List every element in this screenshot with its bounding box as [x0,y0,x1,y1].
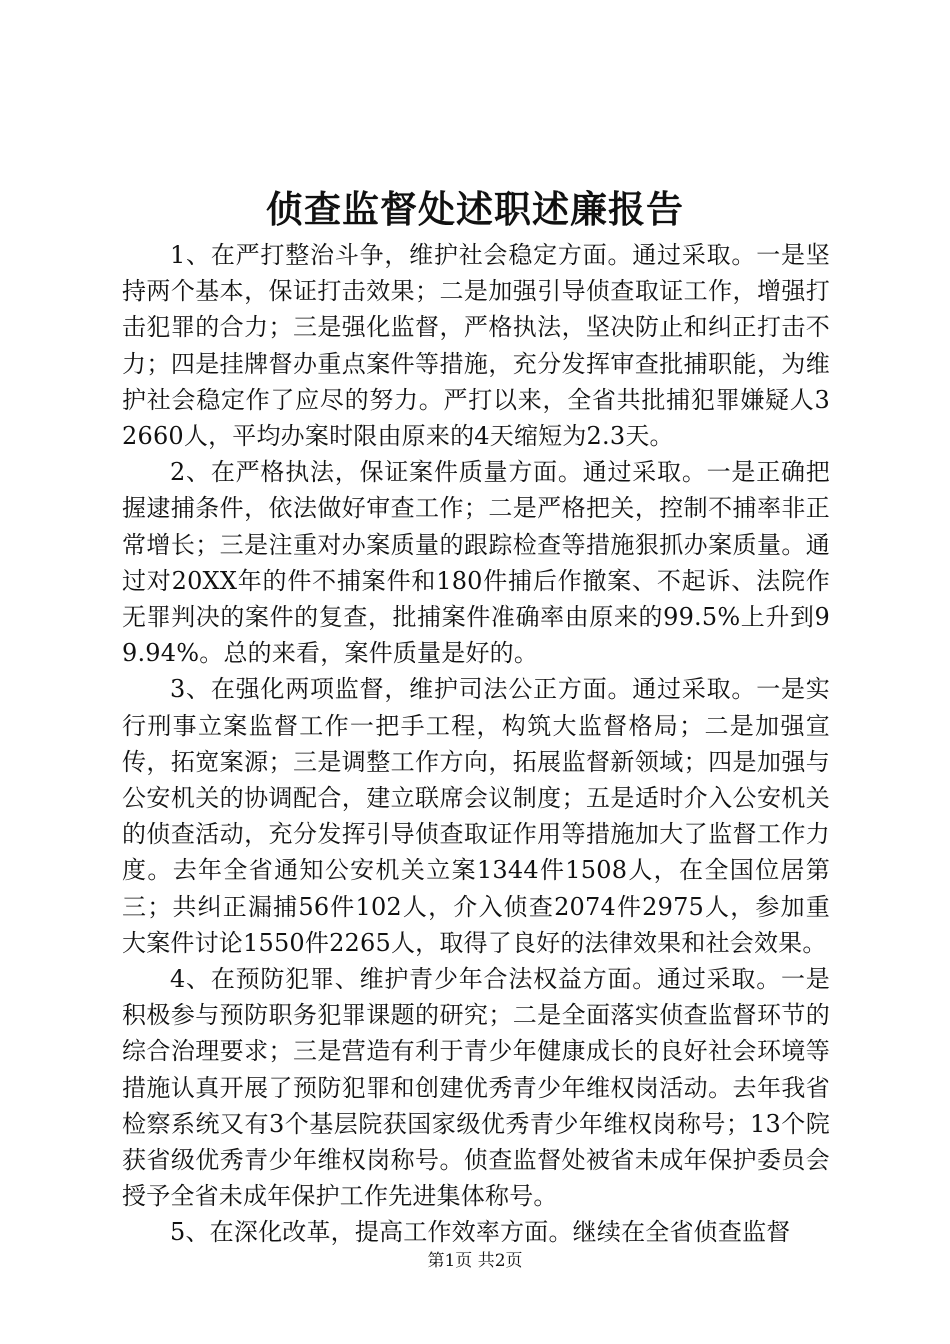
paragraph-3: 3、在强化两项监督，维护司法公正方面。通过采取。一是实行刑事立案监督工作一把手工程，构筑大监督格局；二是加强宣传，拓宽案源；三是调整工作方向，拓展监督新领域；四是加强与公安机关的协调配合，建立联席会议制度；五是适时介入公安机关的侦查活动，充分发挥引导侦查取证作用等措施加大了监督工作力度。去年全省通知公安机关立案1344件1508人，在全国位居第三；共纠正漏捕56件102人，介入侦查2074件2975人，参加重大案件讨论1550件2265人，取得了良好的法律效果和社会效果。 [122,675,830,957]
page-footer: 第1页 共2页 [427,1251,523,1271]
document-title: 侦查监督处述职述廉报告 [266,187,684,231]
paragraph-4: 4、在预防犯罪、维护青少年合法权益方面。通过采取。一是积极参与预防职务犯罪课题的研究；二是全面落实侦查监督环节的综合治理要求；三是营造有利于青少年健康成长的良好社会环境等措施认真开展了预防犯罪和创建优秀青少年维权岗活动。去年我省检察系统又有3个基层院获国家级优秀青少年维权岗称号；13个院获省级优秀青少年维权岗称号。侦查监督处被省未成年保护委员会授予全省未成年保护工作先进集体称号。 [122,965,830,1211]
paragraph-5: 5、在深化改革，提高工作效率方面。继续在全省侦查监督 [170,1218,791,1247]
paragraph-2: 2、在严格执法，保证案件质量方面。通过采取。一是正确把握逮捕条件，依法做好审查工作；二是严格把关，控制不捕率非正常增长；三是注重对办案质量的跟踪检查等措施狠抓办案质量。通过对20XX年的件不捕案件和180件捕后作撤案、不起诉、法院作无罪判决的案件的复查，批捕案件准确率由原来的99.5%上升到99.94%。总的来看，案件质量是好的。 [122,458,830,668]
document-body [122,237,830,1251]
paragraph-1: 1、在严打整治斗争，维护社会稳定方面。通过采取。一是坚持两个基本，保证打击效果；二是加强引导侦查取证工作，增强打击犯罪的合力；三是强化监督，严格执法，坚决防止和纠正打击不力；四是挂牌督办重点案件等措施，充分发挥审查批捕职能，为维护社会稳定作了应尽的努力。严打以来，全省共批捕犯罪嫌疑人32660人，平均办案时限由原来的4天缩短为2.3天。 [122,241,830,451]
